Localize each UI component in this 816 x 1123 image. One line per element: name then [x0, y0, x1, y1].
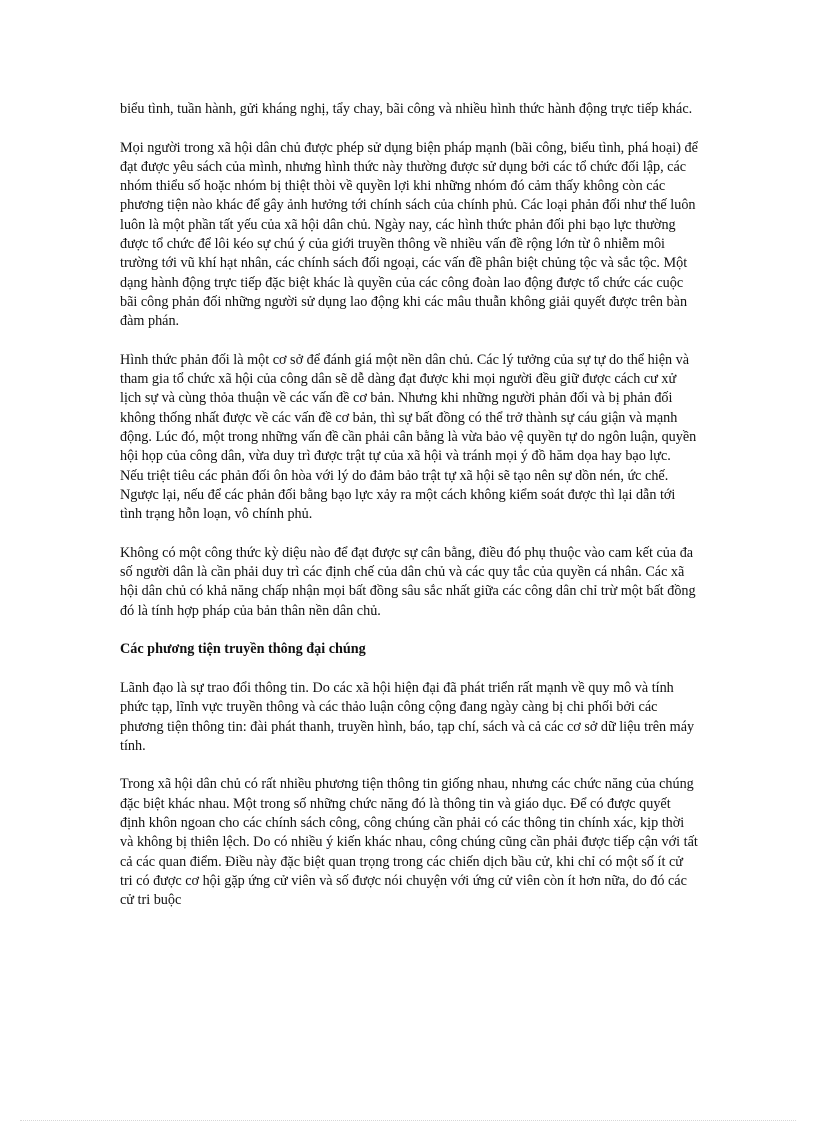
paragraph-protest-basis: Hình thức phản đối là một cơ sở để đánh giá một nền dân chủ. Các lý tưởng của sự tự do thể hiện và tham gia tổ chức xã hội của công dân sẽ dễ dàng đạt được khi mọi người đều giữ được cách cư xử lịch sự và cùng thỏa thuận về các vấn đề cơ bản. Nhưng khi những người phản đối và bị phản đối không thống nhất được về các vấn đề cơ bản, thì sự bất đồng có thể trở thành sự cáu giận và mạnh động. Lúc đó, một trong những vấn đề cần phải cân bằng là vừa bảo vệ quyền tự do ngôn luận, quyền hội họp của công dân, vừa duy trì được trật tự của xã hội và tránh mọi ý đồ hăm dọa hay bạo lực. Nếu triệt tiêu các phản đối ôn hòa với lý do đảm bảo trật tự xã hội sẽ tạo nên sự dồn nén, ức chế. Ngược lại, nếu để các phản đối bằng bạo lực xảy ra một cách không kiểm soát được thì lại dẫn tới tình trạng hỗn loạn, vô chính phủ.	[120, 351, 697, 523]
paragraph-balance: Không có một công thức kỳ diệu nào để đạt được sự cân bằng, điều đó phụ thuộc vào cam kết của đa số người dân là cần phải duy trì các định chế của dân chủ và các quy tắc của quyền cá nhân. Các xã hội dân chủ có khả năng chấp nhận mọi bất đồng sâu sắc nhất giữa các công dân chỉ trừ một bất đồng đó là tính hợp pháp của bản thân nền dân chủ.	[120, 544, 696, 619]
paragraph-leadership: Lãnh đạo là sự trao đổi thông tin. Do các xã hội hiện đại đã phát triển rất mạnh về quy mô và tính phức tạp, lĩnh vực truyền thông và các thảo luận công cộng đang ngày càng bị chi phối bởi các phương tiện thông tin: đài phát thanh, truyền hình, báo, tạp chí, sách và cả các cơ sở dữ liệu trên máy tính.	[120, 679, 695, 754]
paragraph-media-functions: Trong xã hội dân chủ có rất nhiều phương tiện thông tin giống nhau, nhưng các chức năng của chúng đặc biệt khác nhau. Một trong số những chức năng đó là thông tin và giáo dục. Để có được quyết định khôn ngoan cho các chính sách công, công chúng cần phải có các thông tin chính xác, kịp thời và không bị thiên lệch. Do có nhiều ý kiến khác nhau, công chúng cũng cần phải được tiếp cận với tất cả các quan điểm. Điều này đặc biệt quan trọng trong các chiến dịch bầu cử, khi chỉ có một số ít cử tri có được cơ hội gặp ứng cử viên và số được nói chuyện với ứng cử viên còn ít hơn nữa, do đó các cử tri buộc	[120, 776, 698, 909]
paragraph-protest-forms: biểu tình, tuần hành, gửi kháng nghị, tẩy chay, bãi công và nhiều hình thức hành động trực tiếp khác.	[120, 101, 693, 117]
paragraph-strong-measures: Mọi người trong xã hội dân chủ được phép sử dụng biện pháp mạnh (bãi công, biểu tình, phá hoại) để đạt được yêu sách của mình, nhưng hình thức này thường được sử dụng bởi các tổ chức đối lập, các nhóm thiểu số hoặc nhóm bị thiệt thòi về quyền lợi khi những nhóm đó cảm thấy không còn các phương tiện nào khác để gây ảnh hưởng tới chính sách của chính phủ. Các loại phản đối như thế luôn luôn là một phần tất yếu của xã hội dân chủ. Ngày nay, các hình thức phản đối phi bạo lực thường được tổ chức để lôi kéo sự chú ý của giới truyền thông về nhiều vấn đề rộng lớn từ ô nhiễm môi trường tới vũ khí hạt nhân, các chính sách đối ngoại, các vấn đề phân biệt chủng tộc và sắc tộc. Một dạng hành động trực tiếp đặc biệt khác là quyền của các công đoàn lao động được tổ chức các cuộc bãi công phản đối những người sử dụng lao động khi các mâu thuẫn không giải quyết được trên bàn đàm phán.	[120, 139, 698, 330]
section-heading: Các phương tiện truyền thông đại chúng	[120, 641, 366, 658]
page-bottom-divider	[20, 1120, 796, 1121]
document-page	[120, 100, 698, 930]
